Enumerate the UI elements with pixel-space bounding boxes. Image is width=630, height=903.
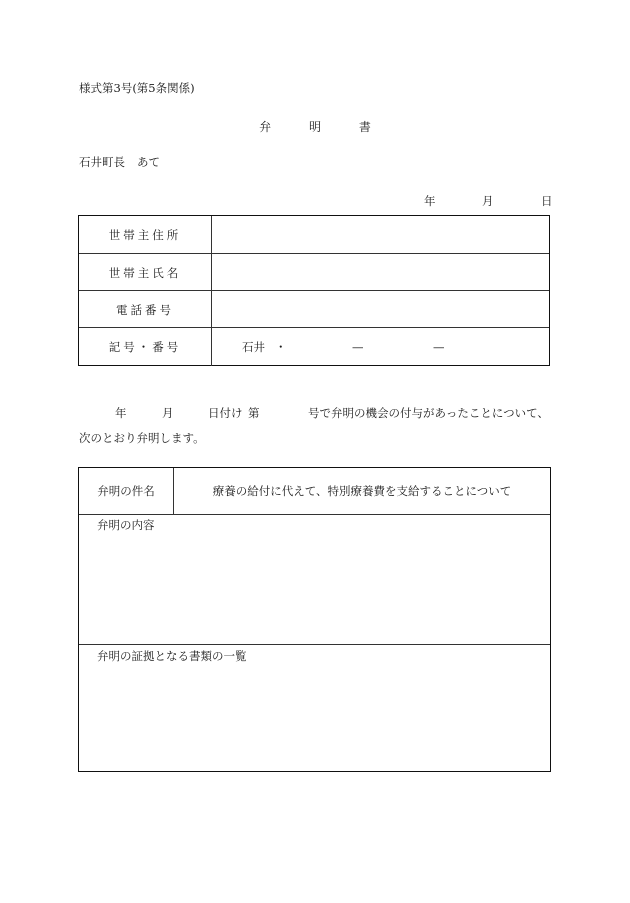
notice-sentence-rest: 号で弁明の機会の付与があったことについて、 <box>308 406 549 420</box>
notice-sentence-line2: 次のとおり弁明します。 <box>79 431 205 445</box>
notice-month: 月 <box>162 406 174 420</box>
phone-number-label: 電話番号 <box>79 291 212 328</box>
evidence-list-field[interactable] <box>79 645 550 771</box>
dash-separator: — <box>433 340 445 354</box>
notice-sentence <box>79 405 551 421</box>
notice-year: 年 <box>115 406 127 420</box>
subject-row <box>79 468 550 515</box>
date-day: 日 <box>541 194 553 208</box>
notice-date-suffix: 日付け <box>208 406 243 420</box>
subject-label: 弁明の件名 <box>79 468 174 514</box>
document-title <box>0 118 630 135</box>
addressee-name: 石井町長 <box>79 155 125 169</box>
table-row <box>79 327 549 366</box>
phone-number-field[interactable] <box>212 291 549 328</box>
symbol-number-field[interactable] <box>212 328 549 366</box>
date-month: 月 <box>482 194 494 208</box>
form-number: 様式第3号(第5条関係) <box>79 81 195 95</box>
explanation-table <box>78 467 551 772</box>
table-row <box>79 253 549 291</box>
title-char: 弁 <box>259 120 272 134</box>
symbol-separator: ・ <box>275 340 287 354</box>
subject-value: 療養の給付に代えて、特別療養費を支給することについて <box>212 484 512 498</box>
content-label: 弁明の内容 <box>97 518 155 532</box>
addressee <box>79 154 160 170</box>
symbol-number-label: 記号・番号 <box>79 328 212 366</box>
title-char: 明 <box>308 120 321 134</box>
symbol-prefix: 石井 <box>242 340 265 354</box>
householder-address-label: 世帯主住所 <box>79 216 212 253</box>
householder-address-field[interactable] <box>212 216 549 253</box>
table-row <box>79 290 549 328</box>
notice-number-prefix: 第 <box>248 406 260 420</box>
evidence-label: 弁明の証拠となる書類の一覧 <box>97 649 247 663</box>
title-char: 書 <box>358 120 371 134</box>
addressee-suffix: あて <box>137 155 160 169</box>
table-row <box>79 216 549 253</box>
date-year: 年 <box>424 194 436 208</box>
applicant-info-table <box>78 215 550 366</box>
explanation-content-field[interactable] <box>79 514 550 645</box>
householder-name-field[interactable] <box>212 254 549 291</box>
dash-separator: — <box>352 340 364 354</box>
householder-name-label: 世帯主氏名 <box>79 254 212 291</box>
